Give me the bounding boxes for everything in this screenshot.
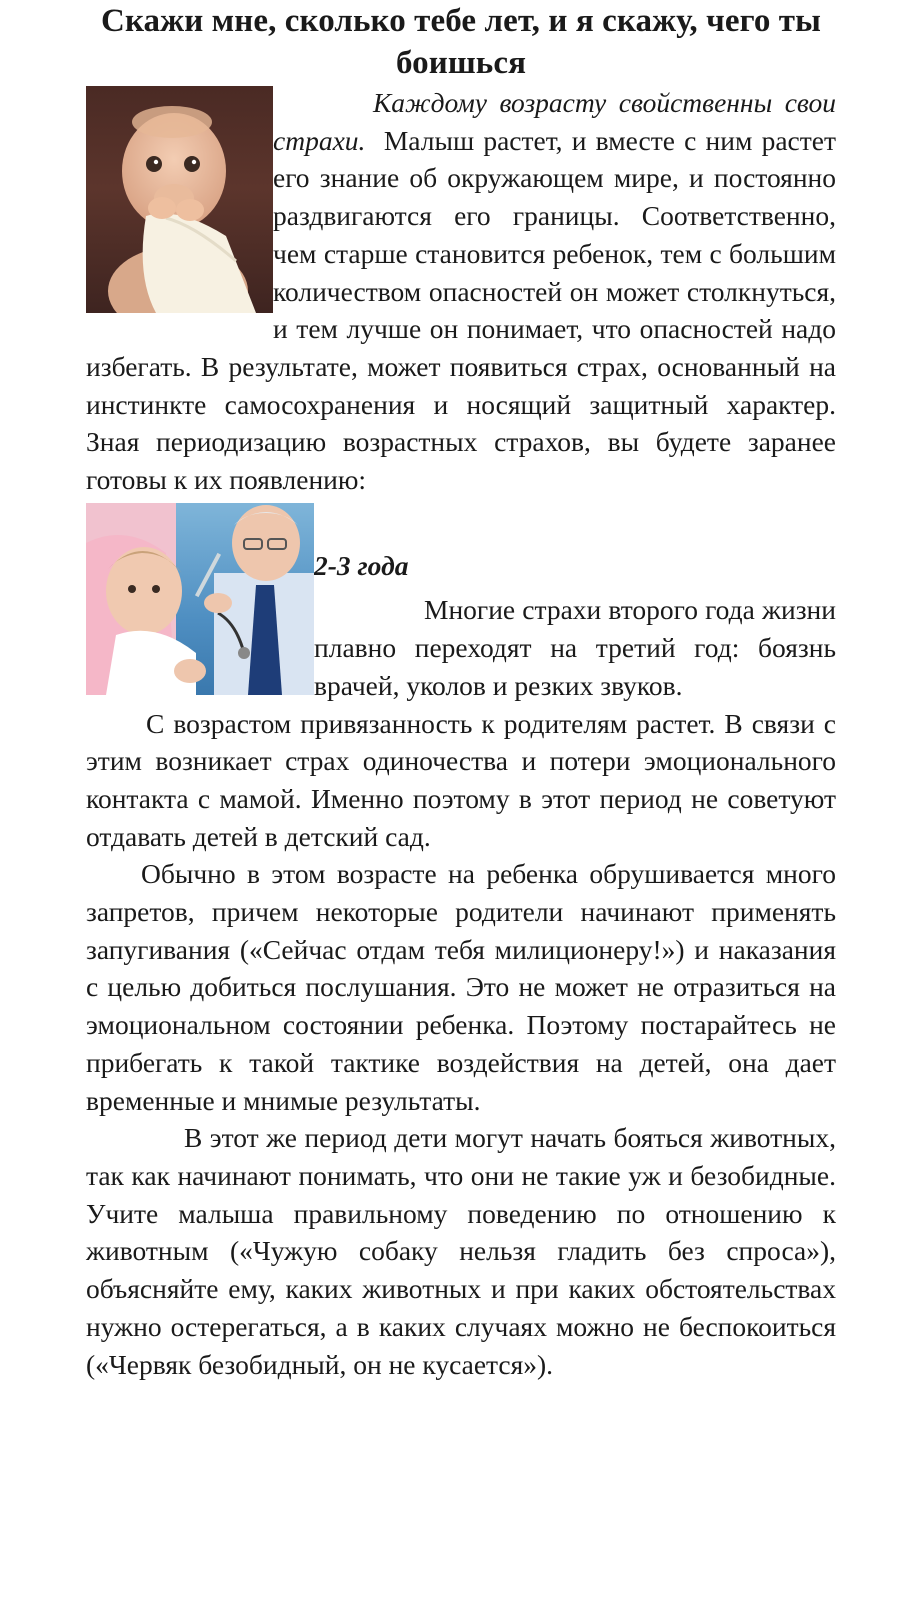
section-paragraph-3: Обычно в этом возрасте на ребенка обрушивается много запретов, причем некоторые родители начинают применять запугивания («Сейчас отдам тебя милиционеру!») и наказания с целью добиться послушания. Это не может не отразиться на эмоциональном состоянии ребенка. Поэтому постарайтесь не прибегать к такой тактике воздействия на детей, она дает временные и мнимые результаты.	[86, 858, 836, 1116]
intro-text: Малыш растет, и вместе с ним растет его знание об окружающем мире, и постоянно раздвигаются его границы. Соответственно, чем старше становится ребенок, тем с большим количеством опасностей он может столкнуться, и тем лучше он понимает, что опасностей надо избегать. В результате, может появиться страх, основанный на инстинкте самосохранения и носящий защитный характер. Зная периодизацию возрастных страхов, вы будете заранее готовы к их появлению:	[86, 124, 837, 496]
section-paragraph-4: В этот же период дети могут начать бояться животных, так как начинают понимать, что они не такие уж и безобидные. Учите малыша правильному поведению по отношению к животным («Чужую собаку нельзя гладить без спроса»), объясняйте ему, каких животных и при каких обстоятельствах нужно остерегаться, а в каких случаях можно не беспокоиться («Червяк безобидный, он не кусается»).	[86, 1122, 836, 1380]
section-paragraph-2: С возрастом привязанность к родителям растет. В связи с этим возникает страх одиночества и потери эмоционального контакта с мамой. Именно поэтому в этот период не советуют отдавать детей в детский сад.	[86, 707, 836, 852]
baby-illustration-icon	[86, 86, 273, 313]
section-paragraph-1: Многие страхи второго года жизни плавно переходят на третий год: боязнь врачей, уколов и резких звуков.	[314, 594, 836, 701]
baby-photo	[86, 86, 273, 313]
doctor-illustration-icon	[86, 503, 314, 695]
intro-lead: Каждому возрасту свойственны свои страхи.	[273, 87, 836, 156]
page-title: Скажи мне, сколько тебе лет, и я скажу, чего ты боишься	[101, 3, 821, 81]
section-heading: 2-3 года	[314, 549, 409, 581]
doctor-photo	[86, 503, 314, 695]
article	[86, 0, 836, 1383]
